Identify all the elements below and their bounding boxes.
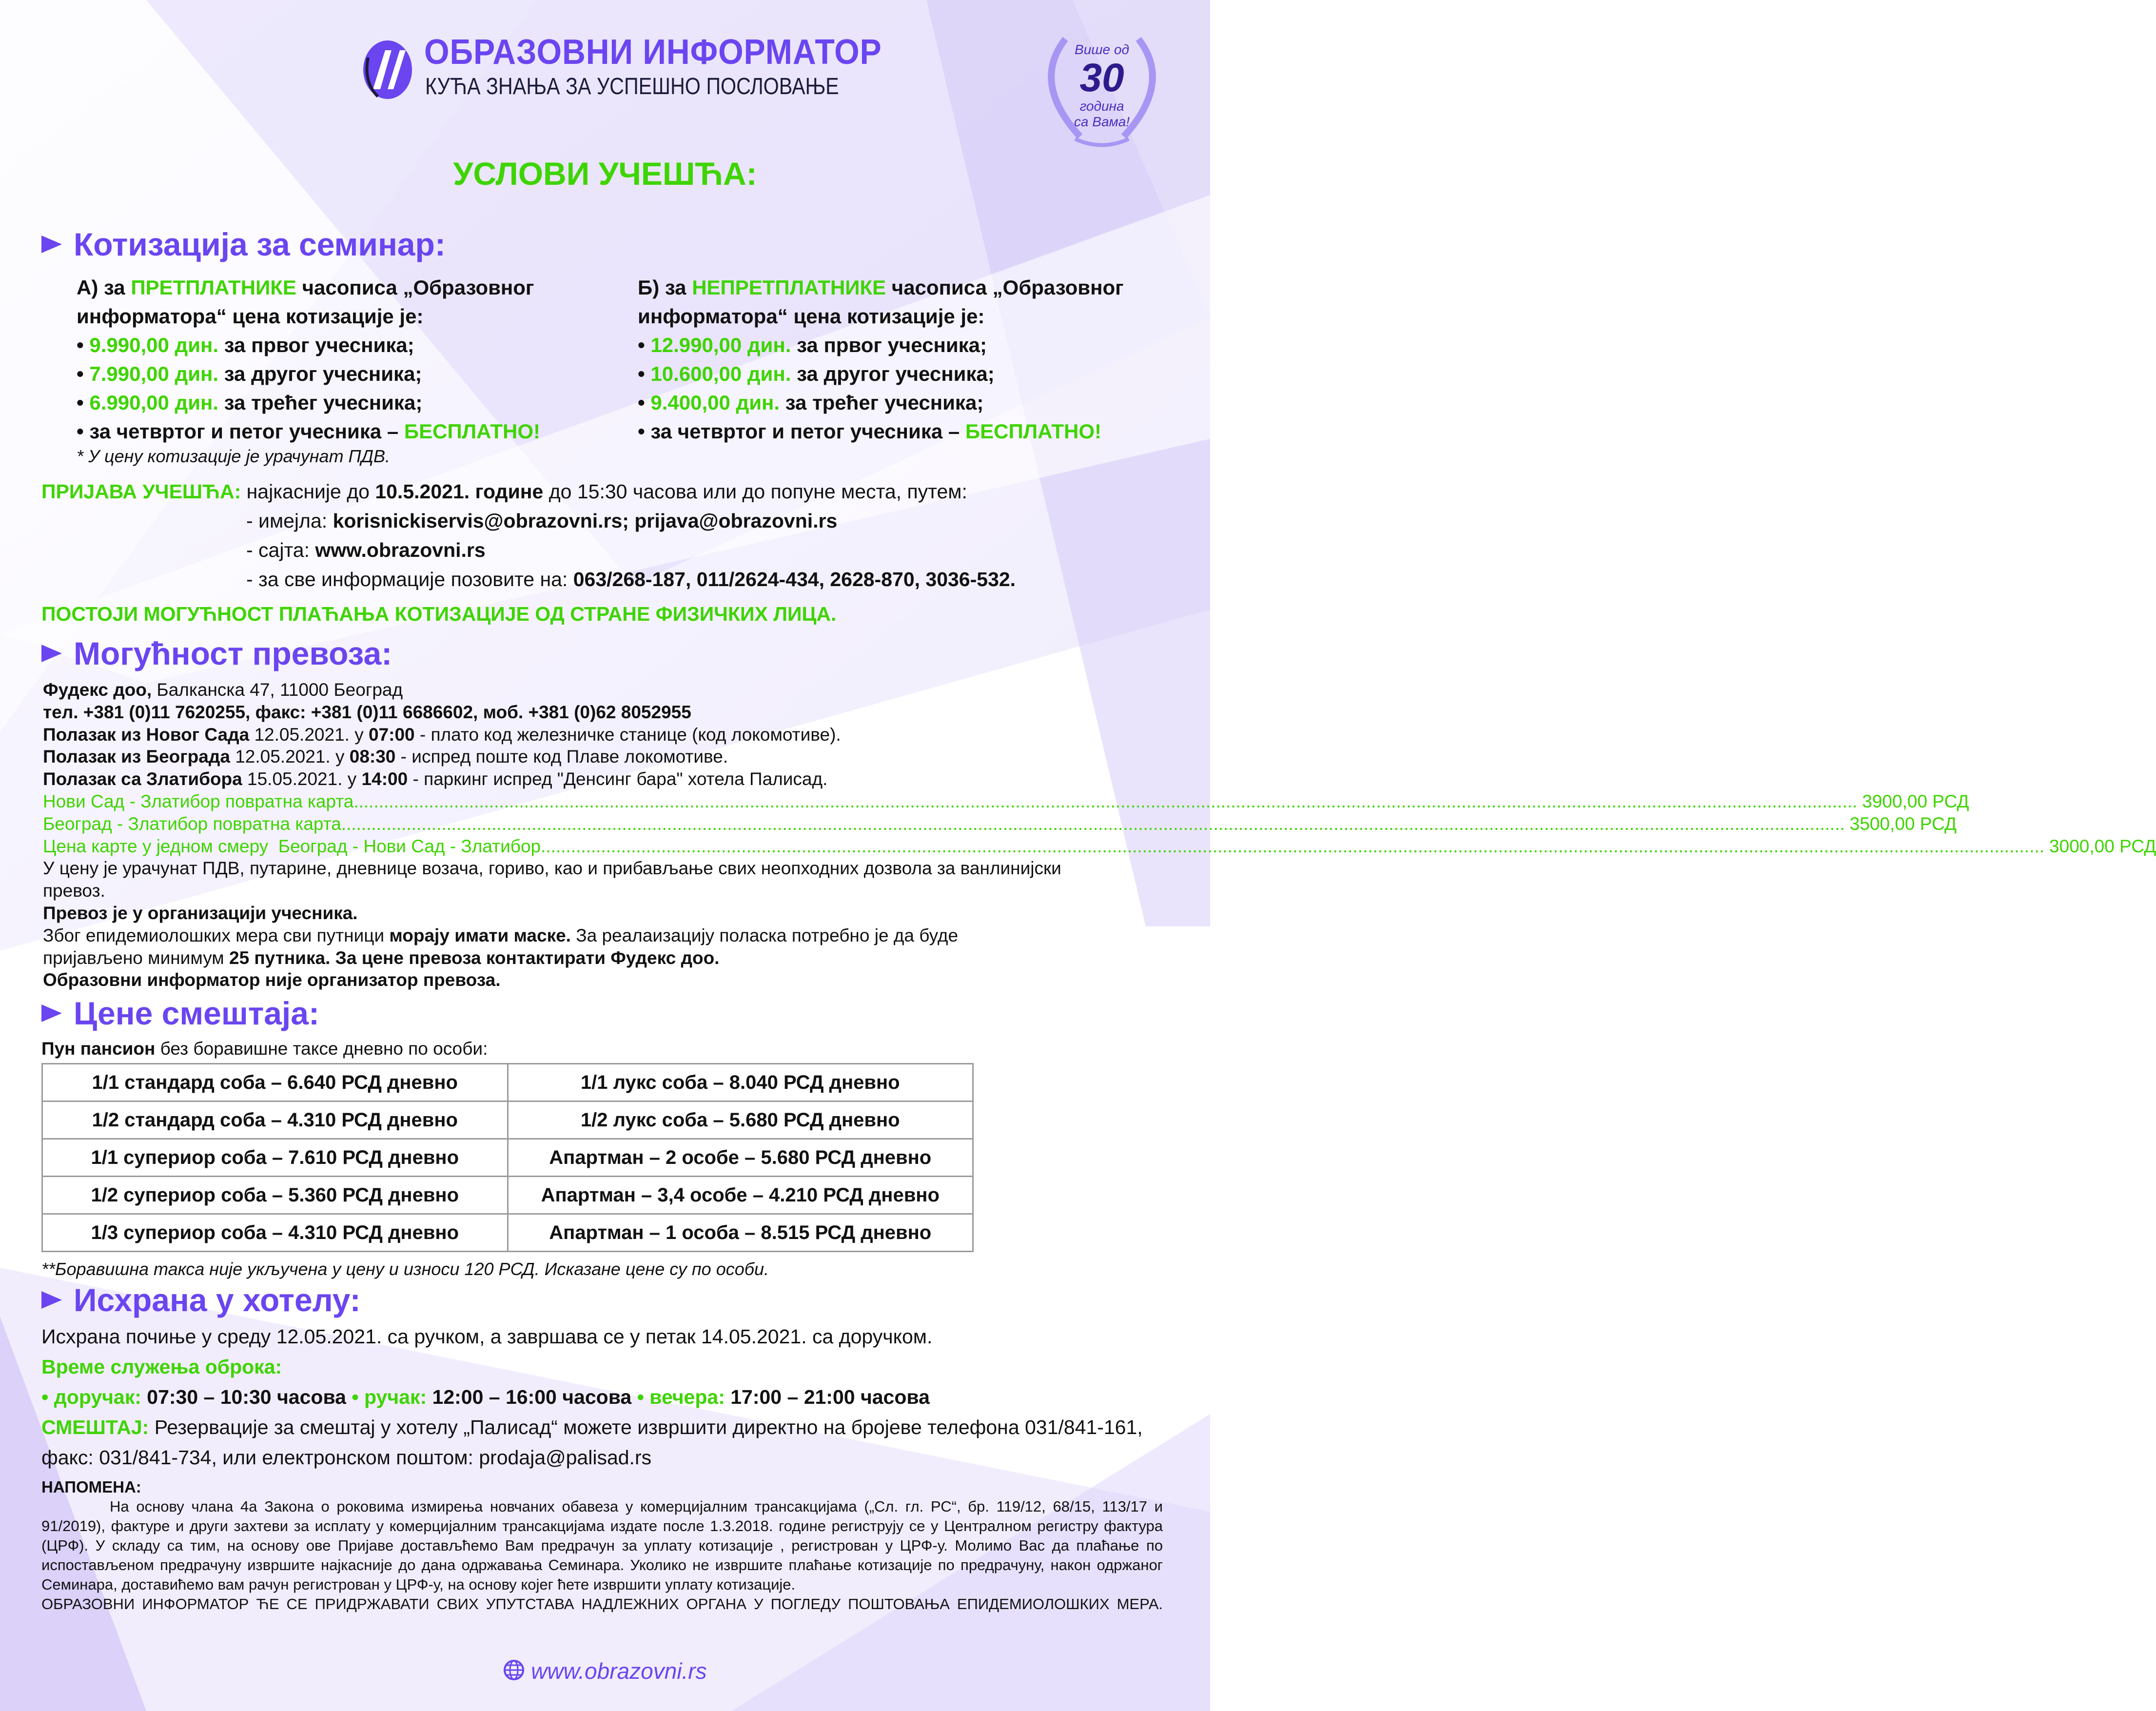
text-segment: Фудекс доо, (43, 680, 152, 700)
ticket-price-row (43, 835, 2156, 858)
text-segment: 14:00 (361, 769, 408, 789)
text-segment: СМЕШТАЈ: (41, 1416, 149, 1438)
table-row (42, 1177, 973, 1214)
ticket-label: Београд - Златибор повратна карта (43, 813, 341, 834)
text-segment: 10.600,00 дин. (650, 362, 791, 385)
section-title: Исхрана у хотелу: (74, 1282, 361, 1318)
text-line (77, 359, 540, 388)
text-segment: за другог учесника; (218, 362, 422, 385)
ticket-price-row (43, 813, 1957, 835)
transport-bottom-lines (43, 857, 1135, 991)
text-segment: За реалаизацију поласка потребно је да буде (570, 925, 959, 945)
text-line (43, 746, 1135, 768)
text-line (43, 969, 1135, 991)
text-segment: за првог учесника; (791, 334, 987, 356)
text-line (43, 924, 1135, 947)
text-segment: тел. +381 (0)11 7620255, факс: +381 (0)11 6686602, моб. +381 (0)62 8052955 (43, 702, 691, 722)
text-segment: У цену је урачунат ПДВ, путарине, дневнице возача, гориво, као и прибављање свих неопходних дозвола за ванлинијски (43, 858, 1061, 879)
section-heading-transport (41, 635, 392, 672)
text-segment: Б) за (638, 276, 692, 299)
text-line (77, 388, 540, 417)
room-price-cell: Апартман – 1 особа – 8.515 РСД дневно (508, 1214, 973, 1252)
text-segment: - паркинг испред "Денсинг бара" хотела Палисад. (408, 769, 828, 789)
arrow-bullet-icon (41, 1291, 62, 1309)
registration-website-line (246, 535, 1016, 565)
text-segment: 7.990,00 дин. (89, 362, 219, 385)
room-price-cell: Апартман – 3,4 особе – 4.210 РСД дневно (508, 1177, 973, 1214)
text-segment: БЕСПЛАТНО! (404, 420, 540, 443)
ticket-label: Цена карте у једном смеру Београд - Нови Сад - Златибор (43, 836, 541, 856)
text-segment: Пун пансион (41, 1039, 156, 1059)
table-row (42, 1101, 973, 1139)
text-segment: 12.05.2021. у (249, 724, 369, 745)
room-prices-table (41, 1063, 974, 1252)
text-line (43, 701, 1135, 724)
notice-final: ОБРАЗОВНИ ИНФОРМАТОР ЋЕ СЕ ПРИДРЖАВАТИ СВИХ УПУТСТАВА НАДЛЕЖНИХ ОРГАНА У ПОГЛЕДУ ПОШТОВАЊА ЕПИДЕМИОЛОШКИХ МЕРА. (41, 1595, 1163, 1613)
fee-non-subscribers-column (638, 273, 1124, 446)
text-line (43, 724, 1135, 746)
text-segment: за трећег учесника; (780, 391, 984, 414)
logo-icon (358, 38, 417, 101)
accommodation-intro (41, 1038, 488, 1060)
section-title: Цене смештаја: (74, 995, 319, 1031)
logo-title: ОБРАЗОВНИ ИНФОРМАТОР (424, 33, 882, 72)
text-segment: Због епидемиолошких мера сви путници (43, 925, 390, 945)
text-segment: пријављено минимум (43, 947, 229, 968)
text-segment: А) за (77, 276, 131, 299)
text-line (77, 417, 540, 446)
transport-top-lines (43, 679, 1135, 790)
leader-dots: ............................................................................................................................................................................................................................................................................................................ (541, 836, 2045, 856)
transport-details (43, 679, 2156, 991)
room-price-cell: Апартман – 2 особе – 5.680 РСД дневно (508, 1139, 973, 1177)
text-line (43, 880, 1135, 902)
ticket-price: 3900,00 РСД (1862, 791, 1969, 811)
text-line (41, 1442, 1143, 1473)
text-segment: информатора“ цена котизације је: (77, 305, 424, 328)
text-segment: ПРЕТПЛАТНИКЕ (131, 276, 296, 299)
notice-body: На основу члана 4а Закона о роковима измирења новчаних обавеза у комерцијалним трансакцијама („Сл. гл. РС“, бр. 119/12, 68/15, 113/17 и 91/2019), фактуре и други захтеви за исплату у комерцијалним трансакцијама издате после 1.3.2018. године региструју се у Централном регистру фактура (ЦРФ). У складу са тим, на основу ове Пријаве достављћемо Вам предрачун за уплату котизације , регистрован у ЦРФ-у. Молимо Вас да плаћање по испостављеном предрачуну извршите најкасније до дана одржавања Семинара. Уколико не извршите плаћање котизације по предрачуну, након одржаног Семинара, доставићемо вам рачун регистрован у ЦРФ-у, на основу којег ћете извршити уплату котизације. (41, 1498, 1163, 1593)
globe-icon (503, 1659, 525, 1686)
notice-heading: НАПОМЕНА: (41, 1478, 141, 1496)
text-segment: 17:00 – 21:00 часова (730, 1386, 930, 1408)
leader-dots: ............................................................................................................................................................................................................................................................................................................ (353, 791, 1858, 811)
text-segment: за првог учесника; (218, 334, 414, 356)
vat-footnote: * У цену котизације је урачунат ПДВ. (77, 446, 391, 466)
arrow-bullet-icon (41, 1004, 62, 1022)
text-segment: 12:00 – 16:00 часова (432, 1386, 632, 1408)
ticket-price: 3500,00 РСД (1849, 813, 1957, 834)
text-segment: 063/268-187, 011/2624-434, 2628-870, 3036-532. (573, 568, 1016, 590)
text-segment: 12.05.2021. у (230, 747, 350, 767)
text-segment: 07:00 (369, 724, 415, 745)
text-segment: факс: 031/841-734, или електронском поштом: prodaja@palisad.rs (41, 1446, 652, 1469)
text-segment: - испред поште код Плаве локомотиве. (395, 747, 728, 767)
arrow-bullet-icon (41, 645, 62, 662)
accommodation-footnote: **Боравишна такса није укључена у цену и износи 120 РСД. Исказане цене су по особи. (41, 1259, 769, 1279)
text-segment: - имејла: (246, 510, 333, 532)
text-segment: Исхрана почиње у среду 12.05.2021. са ручком, а завршава се у петак 14.05.2021. са доручком. (41, 1325, 933, 1348)
text-line (638, 273, 1124, 302)
text-segment: часописа „Образовног (296, 276, 534, 299)
text-segment: 6.990,00 дин. (89, 391, 219, 414)
text-line (43, 947, 1135, 969)
text-segment: 12.990,00 дин. (650, 334, 791, 356)
ticket-price: 3000,00 РСД (2049, 836, 2156, 856)
text-segment: • доручак: (41, 1386, 147, 1408)
text-segment: без боравишне таксе дневно по особи: (155, 1039, 488, 1059)
text-line (638, 331, 1124, 359)
registration-line (41, 477, 1016, 506)
text-line (41, 1321, 1143, 1352)
text-segment: за другог учесника; (791, 362, 995, 385)
registration-email-line (246, 506, 1016, 535)
table-row (42, 1214, 973, 1252)
text-segment: • за четвртог и петог учесника – (77, 420, 404, 443)
table-row (42, 1064, 973, 1101)
text-segment: 9.400,00 дин. (650, 391, 780, 414)
text-segment: 08:30 (349, 747, 396, 767)
room-price-cell: 1/2 стандард соба – 4.310 РСД дневно (42, 1101, 508, 1139)
text-segment: часописа „Образовног (886, 276, 1124, 299)
text-segment: Балканска 47, 11000 Београд (152, 680, 403, 700)
text-segment: 9.990,00 дин. (89, 334, 219, 356)
text-segment: • (638, 362, 651, 385)
text-line (638, 359, 1124, 388)
text-line (638, 388, 1124, 417)
text-segment: 15.05.2021. у (242, 769, 362, 789)
text-segment: морају имати маске. (389, 925, 571, 945)
logo-subtitle: КУЋА ЗНАЊА ЗА УСПЕШНО ПОСЛОВАЊЕ (425, 74, 839, 99)
text-line (43, 768, 1135, 790)
room-price-cell: 1/2 лукс соба – 5.680 РСД дневно (508, 1101, 973, 1139)
transport-prices (43, 790, 2156, 857)
text-segment: информатора“ цена котизације је: (638, 305, 985, 328)
text-segment: ПРИЈАВА УЧЕШЋА: (41, 480, 241, 503)
text-segment: - плато код железничке станице (код локомотиве). (414, 724, 841, 745)
text-segment: 10.5.2021. године (375, 480, 544, 503)
text-segment: до 15:30 часова или до попуне места, путем: (543, 480, 967, 503)
section-heading-accommodation (41, 995, 319, 1032)
fee-subscribers-column (77, 273, 540, 446)
text-line (43, 902, 1135, 924)
table-row (42, 1139, 973, 1177)
text-segment: • вечера: (631, 1386, 731, 1408)
text-segment: korisnickiservis@obrazovni.rs; prijava@obrazovni.rs (333, 510, 838, 532)
text-segment: - сајта: (246, 539, 315, 561)
text-line (41, 1412, 1143, 1442)
text-segment: • (77, 334, 90, 356)
text-line (43, 857, 1135, 880)
text-segment: Полазак са Златибора (43, 769, 242, 789)
text-segment: - за све информације позовите на: (246, 568, 573, 590)
text-line (77, 273, 540, 302)
room-price-cell: 1/2 супериор соба – 5.360 РСД дневно (42, 1177, 508, 1214)
room-price-cell: 1/1 супериор соба – 7.610 РСД дневно (42, 1139, 508, 1177)
room-price-cell: 1/3 супериор соба – 4.310 РСД дневно (42, 1214, 508, 1252)
badge-number: 30 (1079, 56, 1124, 100)
text-segment: 07:30 – 10:30 часова (147, 1386, 346, 1408)
text-segment: Превоз је у организацији учесника. (43, 903, 358, 923)
text-line (43, 679, 1135, 701)
text-segment: • (77, 391, 90, 414)
text-segment: • (638, 334, 651, 356)
text-line (77, 302, 540, 331)
badge-line1: Више од (1075, 42, 1129, 57)
text-line (638, 302, 1124, 331)
text-segment: најкасније до (241, 480, 375, 503)
text-segment: за трећег учесника; (218, 391, 423, 414)
anniversary-badge (1021, 29, 1182, 146)
text-segment: превоз. (43, 881, 105, 901)
registration-block (41, 477, 1016, 594)
website-link[interactable]: www.obrazovni.rs (531, 1658, 707, 1684)
section-title: Котизација за семинар: (74, 226, 446, 262)
room-price-cell: 1/1 стандард соба – 6.640 РСД дневно (42, 1064, 508, 1101)
footer-website[interactable] (0, 1658, 1210, 1686)
badge-line2: година (1079, 98, 1124, 114)
arrow-bullet-icon (41, 236, 62, 253)
text-segment: Полазак из Београда (43, 747, 230, 767)
text-segment: НЕПРЕТПЛАТНИКЕ (692, 276, 886, 299)
payment-note: ПОСТОЈИ МОГУЋНОСТ ПЛАЋАЊА КОТИЗАЦИЈЕ ОД СТРАНЕ ФИЗИЧКИХ ЛИЦА. (41, 603, 837, 625)
text-segment: Полазак из Новог Сада (43, 724, 250, 745)
ticket-label: Нови Сад - Златибор повратна карта (43, 791, 354, 811)
text-segment: • ручак: (346, 1386, 432, 1408)
text-segment: • (77, 362, 90, 385)
text-segment: Време служења оброка: (41, 1356, 282, 1378)
section-title: Могућност превоза: (74, 635, 392, 671)
text-line (41, 1352, 1143, 1382)
text-segment: Образовни информатор није организатор превоза. (43, 970, 501, 990)
text-segment: 25 путника. За цене превоза контактирати Фудекс доо. (229, 947, 720, 968)
section-heading-fee (41, 226, 446, 263)
page-title: УСЛОВИ УЧЕШЋА: (453, 156, 757, 192)
text-segment: БЕСПЛАТНО! (965, 420, 1101, 443)
ticket-price-row (43, 790, 1969, 813)
text-segment: • за четвртог и петог учесника – (638, 420, 965, 443)
text-segment: www.obrazovni.rs (315, 539, 486, 561)
text-line (77, 331, 540, 359)
text-segment: • (638, 391, 651, 414)
text-line (41, 1382, 1143, 1412)
text-segment: Резервације за смештај у хотелу „Палисад“ можете извршити директно на бројеве телефона 031/841-161, (149, 1416, 1143, 1438)
meals-details (41, 1321, 1143, 1473)
registration-phone-line (246, 565, 1016, 594)
notice-block (41, 1477, 1163, 1614)
section-heading-meals (41, 1281, 361, 1318)
badge-line3: са Вама! (1074, 114, 1130, 129)
leader-dots: ............................................................................................................................................................................................................................................................................................................ (341, 813, 1845, 834)
room-price-cell: 1/1 лукс соба – 8.040 РСД дневно (508, 1064, 973, 1101)
text-line (638, 417, 1124, 446)
